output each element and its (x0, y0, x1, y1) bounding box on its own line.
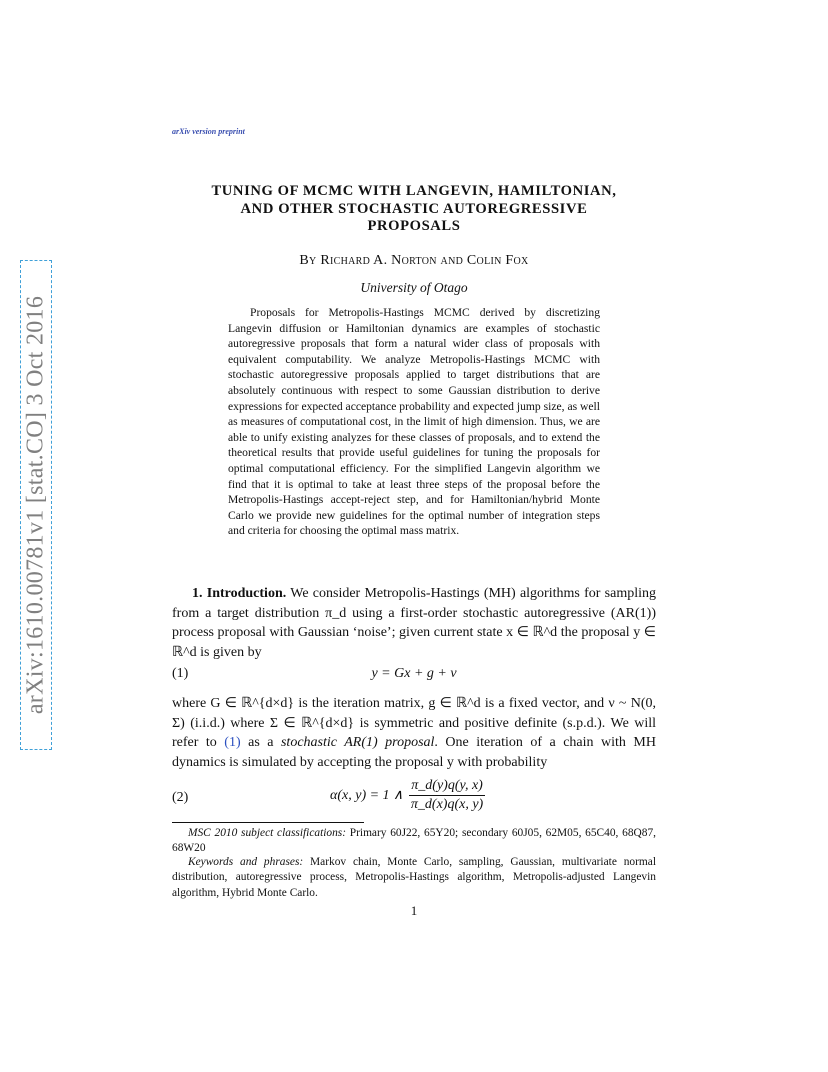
equation-1-number: (1) (172, 666, 189, 681)
affiliation: University of Otago (360, 280, 468, 295)
footnote-keywords (172, 855, 656, 901)
equation-2 (330, 778, 485, 813)
intro-paragraph (172, 584, 656, 662)
msc-label: MSC 2010 subject classifications: (188, 827, 347, 839)
title-line-3: PROPOSALS (367, 218, 461, 234)
author-line: By Richard A. Norton and Colin Fox (299, 253, 529, 268)
title-line-1: TUNING OF MCMC WITH LANGEVIN, HAMILTONIAN, (211, 183, 617, 199)
section-heading-introduction: 1. Introduction. (192, 586, 287, 601)
equation-2-denominator: π_d(x)q(x, y) (410, 797, 484, 812)
equation-2-lhs: α(x, y) = 1 ∧ (330, 788, 404, 803)
paper-title (140, 183, 688, 236)
equation-1: y = Gx + g + ν (371, 666, 457, 681)
equation-ref-link[interactable]: (1) (224, 735, 241, 751)
para2-text-2: as a (240, 735, 281, 751)
footnote-rule (172, 822, 364, 823)
arxiv-stamp-text[interactable]: arXiv:1610.00781v1 [stat.CO] 3 Oct 2016 (22, 295, 49, 715)
equation-2-number: (2) (172, 790, 189, 805)
para2-emphasis: stochastic AR(1) proposal (280, 735, 435, 751)
paragraph-2 (172, 694, 656, 772)
abstract: Proposals for Metropolis-Hastings MCMC derived by discretizing Langevin diffusion or Hamiltonian dynamics are examples of stochastic autoregressive proposals that form a natural wider class of proposals with equivalent computability. We analyze Metropolis-Hastings MCMC with stochastic autoregressive proposals applied to target distributions that are absolutely continuous with respect to some Gaussian distribution to derive expressions for expected acceptance probability and expected jump size, as well as measures of computational cost, in the limit of high dimension. Thus, we are able to unify existing analyzes for these classes of proposals, and to extend the theoretical results that provide useful guidelines for tuning the proposals for optimal computational efficiency. For the simplified Langevin algorithm we find that it is optimal to take at least three steps of the proposal before the Metropolis-Hastings accept-reject step, and for Hamiltonian/hybrid Monte Carlo we provide new guidelines for the optimal number of integration steps and criteria for choosing the optimal mass matrix. (228, 306, 600, 538)
footnote-msc (172, 826, 656, 857)
title-line-2: AND OTHER STOCHASTIC AUTOREGRESSIVE (240, 200, 588, 217)
intro-text: We consider Metropolis-Hastings (MH) algorithms for sampling from a target distribution π_d using a first-order stochastic autoregressive (AR(1)) process proposal with Gaussian ‘noise’; given current state x ∈ ℝ^d the proposal y ∈ ℝ^d is given by (172, 586, 656, 660)
equation-2-numerator: π_d(y)q(y, x) (409, 778, 485, 796)
para2-text-1: where G ∈ ℝ^{d×d} is the iteration matrix, g ∈ ℝ^d is a fixed vector, and ν ~ N(0, Σ) (i.i.d.) where Σ ∈ ℝ^{d×d} is symmetric and positive definite (s.p.d.). We will refer to (172, 696, 656, 751)
preprint-label: arXiv version preprint (172, 127, 245, 136)
page-number: 1 (410, 903, 418, 918)
equation-2-fraction (409, 778, 485, 813)
para2-text-3: . One iteration of a chain with MH dynamics is simulated by accepting the proposal y with probability (172, 735, 656, 770)
msc-text: Primary 60J22, 65Y20; secondary 60J05, 62M05, 65C40, 68Q87, 68W20 (172, 827, 656, 855)
keywords-label: Keywords and phrases: (188, 856, 304, 868)
keywords-text: Markov chain, Monte Carlo, sampling, Gaussian, multivariate normal distribution, autoregressive process, Metropolis-Hastings algorithm, Metropolis-adjusted Langevin algorithm, Hybrid Monte Carlo. (172, 856, 656, 899)
